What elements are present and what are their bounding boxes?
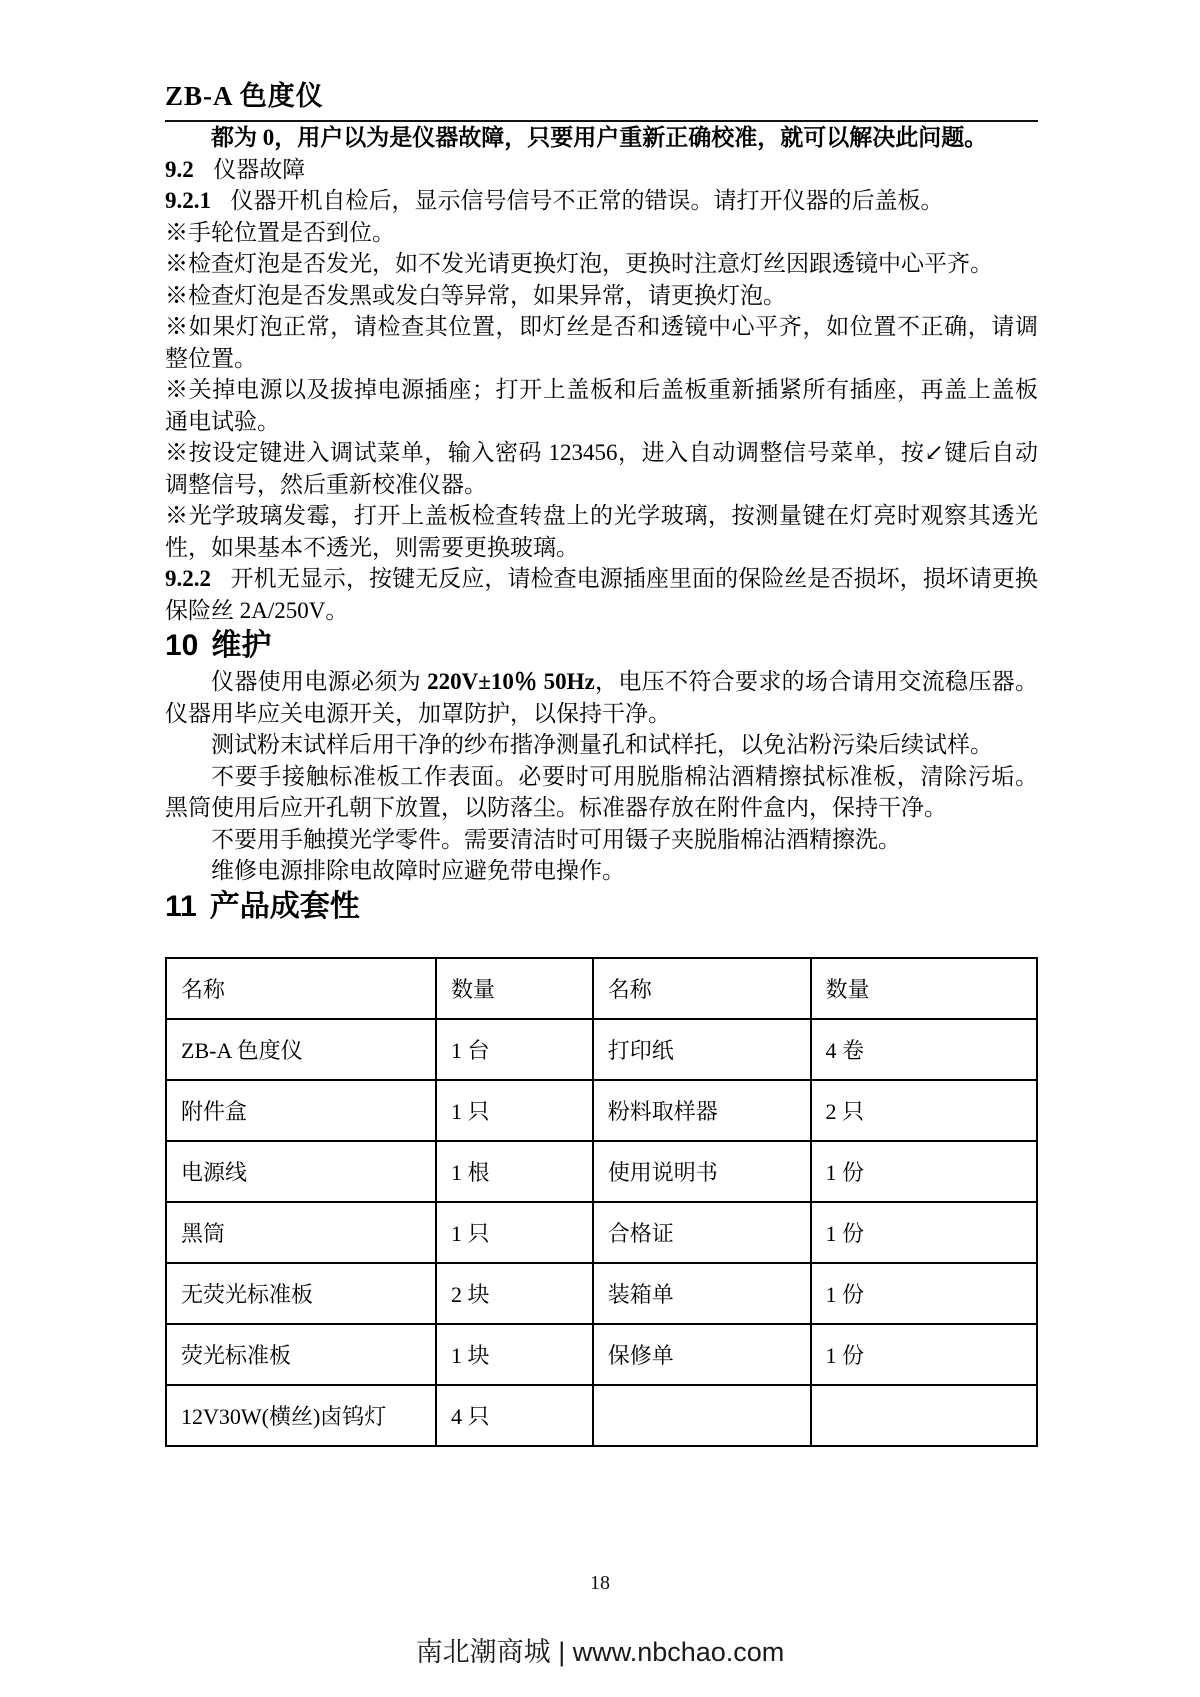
- paragraph-9-2-2: [165, 563, 1038, 626]
- table-row: [166, 1019, 1037, 1080]
- paragraph-9-2-2-number: 9.2.2: [165, 566, 211, 591]
- table-cell: 1 台: [436, 1019, 593, 1080]
- heading-10-number: 10: [165, 629, 199, 662]
- bullet-optical-glass: ※光学玻璃发霉，打开上盖板检查转盘上的光学玻璃，按测量键在灯亮时观察其透光性，如果基本不透光，则需要更换玻璃。: [165, 503, 1038, 560]
- power-text-prefix: 仪器使用电源必须为: [211, 669, 428, 694]
- maintenance-paragraph-powder: 测试粉末试样后用干净的纱布揩净测量孔和试样托，以免沾粉污染后续试样。: [211, 732, 993, 757]
- bullet-bulb-position: ※如果灯泡正常，请检查其位置，即灯丝是否和透镜中心平齐，如位置不正确，请调整位置。: [165, 314, 1038, 371]
- table-cell: [593, 1385, 811, 1446]
- table-cell: 12V30W(横丝)卤钨灯: [166, 1385, 436, 1446]
- heading-10-maintenance: [165, 626, 1038, 666]
- table-cell: [811, 1385, 1037, 1446]
- intro-paragraph: 都为 0，用户以为是仪器故障，只要用户重新正确校准，就可以解决此问题。: [211, 125, 988, 150]
- heading-10-title: 维护: [211, 629, 272, 662]
- page-content: [165, 74, 1038, 1447]
- package-table-header-row: [166, 958, 1037, 1019]
- table-cell: 1 份: [811, 1202, 1037, 1263]
- paragraph-9-2-1: [165, 185, 1038, 217]
- table-row: [166, 1324, 1037, 1385]
- table-cell: 粉料取样器: [593, 1080, 811, 1141]
- page-title: ZB-A 色度仪: [165, 74, 1038, 122]
- table-cell: 1 块: [436, 1324, 593, 1385]
- bullet-handwheel: ※手轮位置是否到位。: [165, 219, 395, 245]
- table-cell: 4 只: [436, 1385, 593, 1446]
- bullet-power-sockets: ※关掉电源以及拔掉电源插座；打开上盖板和后盖板重新插紧所有插座，再盖上盖板通电试验。: [165, 377, 1038, 434]
- table-cell: 1 只: [436, 1080, 593, 1141]
- table-header-cell: 名称: [593, 958, 811, 1019]
- paragraph-9-2-1-text: 仪器开机自检后，显示信号信号不正常的错误。请打开仪器的后盖板。: [230, 188, 944, 213]
- table-cell: 1 份: [811, 1141, 1037, 1202]
- table-row: [166, 1202, 1037, 1263]
- heading-11-title: 产品成套性: [209, 889, 360, 923]
- page-number: 18: [590, 1572, 610, 1594]
- table-cell: 合格证: [593, 1202, 811, 1263]
- heading-11-package: [165, 887, 1038, 927]
- table-cell: 黑筒: [166, 1202, 436, 1263]
- table-cell: 荧光标准板: [166, 1324, 436, 1385]
- table-cell: 保修单: [593, 1324, 811, 1385]
- power-spec-bold: 220V±10％ 50Hz: [427, 669, 595, 694]
- heading-9-2: [165, 154, 1038, 186]
- table-cell: 附件盒: [166, 1080, 436, 1141]
- package-table: [165, 957, 1038, 1447]
- table-cell: 2 块: [436, 1263, 593, 1324]
- bullet-bulb-color: ※检查灯泡是否发黑或发白等异常，如果异常，请更换灯泡。: [165, 282, 786, 308]
- table-cell: 1 只: [436, 1202, 593, 1263]
- table-cell: 无荧光标准板: [166, 1263, 436, 1324]
- table-cell: 1 份: [811, 1324, 1037, 1385]
- table-row: [166, 1141, 1037, 1202]
- maintenance-paragraph-repair: 维修电源排除电故障时应避免带电操作。: [211, 858, 625, 883]
- table-cell: 装箱单: [593, 1263, 811, 1324]
- table-cell: 1 份: [811, 1263, 1037, 1324]
- table-cell: ZB-A 色度仪: [166, 1019, 436, 1080]
- table-cell: 4 卷: [811, 1019, 1037, 1080]
- bullet-debug-menu: ※按设定键进入调试菜单，输入密码 123456，进入自动调整信号菜单，按↙键后自动调整信号，然后重新校准仪器。: [165, 440, 1038, 497]
- footer-watermark: 南北潮商城 | www.nbchao.com: [415, 1637, 785, 1667]
- table-header-cell: 数量: [436, 958, 593, 1019]
- bullet-bulb-light: ※检查灯泡是否发光，如不发光请更换灯泡，更换时注意灯丝因跟透镜中心平齐。: [165, 251, 993, 276]
- paragraph-9-2-2-text: 开机无显示，按键无反应，请检查电源插座里面的保险丝是否损坏，损坏请更换保险丝 2A/250V。: [165, 566, 1038, 623]
- table-row: [166, 1385, 1037, 1446]
- power-text-suffix: ，电压不符合要求的场合请用交流稳压器。仪器用毕应关电源开关，加罩防护，以保持干净。: [165, 669, 1039, 726]
- maintenance-paragraph-standard-plate: 不要手接触标准板工作表面。必要时可用脱脂棉沾酒精擦拭标准板，清除污垢。黑筒使用后应开孔朝下放置，以防落尘。标准器存放在附件盒内，保持干净。: [165, 763, 1038, 820]
- maintenance-paragraph-power: [165, 666, 1038, 729]
- table-cell: 电源线: [166, 1141, 436, 1202]
- table-row: [166, 1263, 1037, 1324]
- table-cell: 1 根: [436, 1141, 593, 1202]
- heading-11-number: 11: [165, 889, 197, 923]
- heading-9-2-number: 9.2: [165, 156, 194, 182]
- heading-9-2-title: 仪器故障: [213, 156, 306, 182]
- table-header-cell: 名称: [166, 958, 436, 1019]
- table-cell: 2 只: [811, 1080, 1037, 1141]
- table-cell: 打印纸: [593, 1019, 811, 1080]
- paragraph-9-2-1-number: 9.2.1: [165, 188, 211, 213]
- table-header-cell: 数量: [811, 958, 1037, 1019]
- table-row: [166, 1080, 1037, 1141]
- table-cell: 使用说明书: [593, 1141, 811, 1202]
- maintenance-paragraph-optical-parts: 不要用手触摸光学零件。需要清洁时可用镊子夹脱脂棉沾酒精擦洗。: [211, 826, 901, 852]
